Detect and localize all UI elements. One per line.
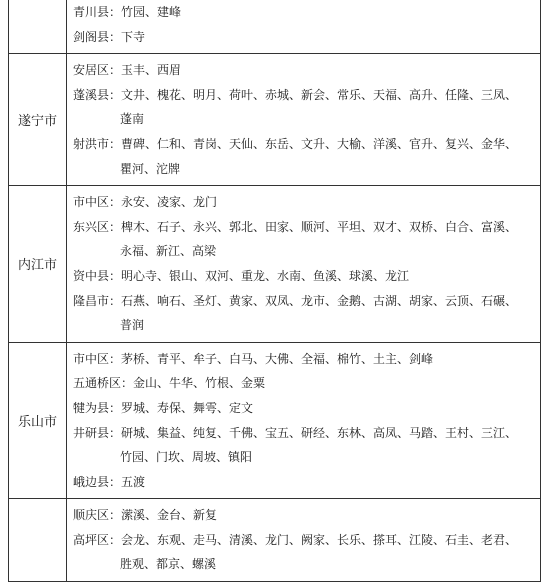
city-name-cell xyxy=(9,499,67,582)
district-label: 剑阁县： xyxy=(73,29,122,44)
city-row xyxy=(9,0,541,54)
district-label: 高坪区： xyxy=(73,532,122,547)
city-row xyxy=(9,499,541,582)
town-list: 金山、牛华、竹根、金粟 xyxy=(133,376,266,391)
district-line xyxy=(73,503,540,528)
district-cell xyxy=(67,499,541,582)
district-label: 犍为县： xyxy=(73,400,122,415)
town-list: 文井、槐花、明月、荷叶、赤城、新会、常乐、天福、高升、任隆、三凤、 xyxy=(121,87,518,102)
district-line xyxy=(73,83,540,108)
town-list: 罗城、寿保、舞雩、定文 xyxy=(121,400,254,415)
district-line xyxy=(73,132,540,157)
district-line xyxy=(73,396,540,421)
town-list: 研城、集益、纯复、千佛、宝五、研经、东林、高凤、马踏、王村、三江、 xyxy=(121,425,518,440)
town-list: 竹园、建峰 xyxy=(121,5,182,19)
city-name-cell xyxy=(9,0,67,54)
district-line xyxy=(73,58,540,83)
district-cell xyxy=(67,0,541,54)
town-list-table xyxy=(8,0,541,582)
town-list: 下寺 xyxy=(121,29,146,44)
district-line xyxy=(73,347,540,372)
district-line xyxy=(73,264,540,289)
table-body xyxy=(9,0,541,582)
district-label: 资中县： xyxy=(73,268,122,283)
district-cell xyxy=(67,54,541,186)
district-label: 射洪市： xyxy=(73,136,122,151)
town-list: 永安、凌家、龙门 xyxy=(121,195,218,210)
city-name-cell: 乐山市 xyxy=(9,342,67,499)
city-row xyxy=(9,342,541,499)
district-label: 安居区： xyxy=(73,63,122,78)
district-label: 井研县： xyxy=(73,425,122,440)
district-label: 东兴区： xyxy=(73,219,122,234)
district-label: 隆昌市： xyxy=(73,293,122,308)
town-list: 潆溪、金台、新复 xyxy=(121,508,218,523)
town-list: 椑木、石子、永兴、郭北、田家、顺河、平坦、双才、双桥、白合、富溪、 xyxy=(121,219,518,234)
town-list: 五渡 xyxy=(121,474,146,489)
town-list: 明心寺、银山、双河、重龙、水南、鱼溪、球溪、龙江 xyxy=(121,268,410,283)
district-label: 峨边县： xyxy=(73,474,122,489)
district-line xyxy=(73,421,540,446)
district-line xyxy=(73,289,540,314)
district-line xyxy=(73,470,540,495)
district-label: 青川县： xyxy=(73,5,122,19)
district-line xyxy=(73,0,540,25)
town-list-continued: 永福、新江、高梁 xyxy=(120,244,217,259)
district-line xyxy=(73,25,540,50)
city-name-cell: 遂宁市 xyxy=(9,54,67,186)
district-cell xyxy=(67,186,541,343)
town-list: 茅桥、青平、牟子、白马、大佛、全福、棉竹、土主、剑峰 xyxy=(121,351,434,366)
district-line xyxy=(73,371,540,396)
town-list-continued: 蓬南 xyxy=(120,112,145,127)
district-line xyxy=(73,215,540,240)
district-cell xyxy=(67,342,541,499)
district-line xyxy=(73,528,540,553)
town-list: 曹碑、仁和、青岗、天仙、东岳、文升、大榆、洋溪、官升、复兴、金华、 xyxy=(121,136,518,151)
district-line xyxy=(73,190,540,215)
town-list: 会龙、东观、走马、清溪、龙门、阙家、长乐、搽耳、江陵、石圭、老君、 xyxy=(121,532,518,547)
town-list: 玉丰、西眉 xyxy=(121,63,182,78)
town-list-continued: 瞿河、沱牌 xyxy=(120,161,181,176)
district-label: 市中区： xyxy=(73,351,122,366)
town-list-continued: 竹园、门坎、周坡、镇阳 xyxy=(120,450,253,465)
town-list-continued: 普润 xyxy=(120,318,145,333)
district-label: 顺庆区： xyxy=(73,508,122,523)
town-list-continued: 胜观、都京、螺溪 xyxy=(120,557,217,572)
town-list: 石燕、响石、圣灯、黄家、双凤、龙市、金鹅、古湖、胡家、云顶、石碾、 xyxy=(121,293,518,308)
district-label: 蓬溪县： xyxy=(73,87,122,102)
district-label: 市中区： xyxy=(73,195,122,210)
city-row xyxy=(9,54,541,186)
city-name-cell: 内江市 xyxy=(9,186,67,343)
city-row xyxy=(9,186,541,343)
district-label: 五通桥区： xyxy=(73,376,134,391)
